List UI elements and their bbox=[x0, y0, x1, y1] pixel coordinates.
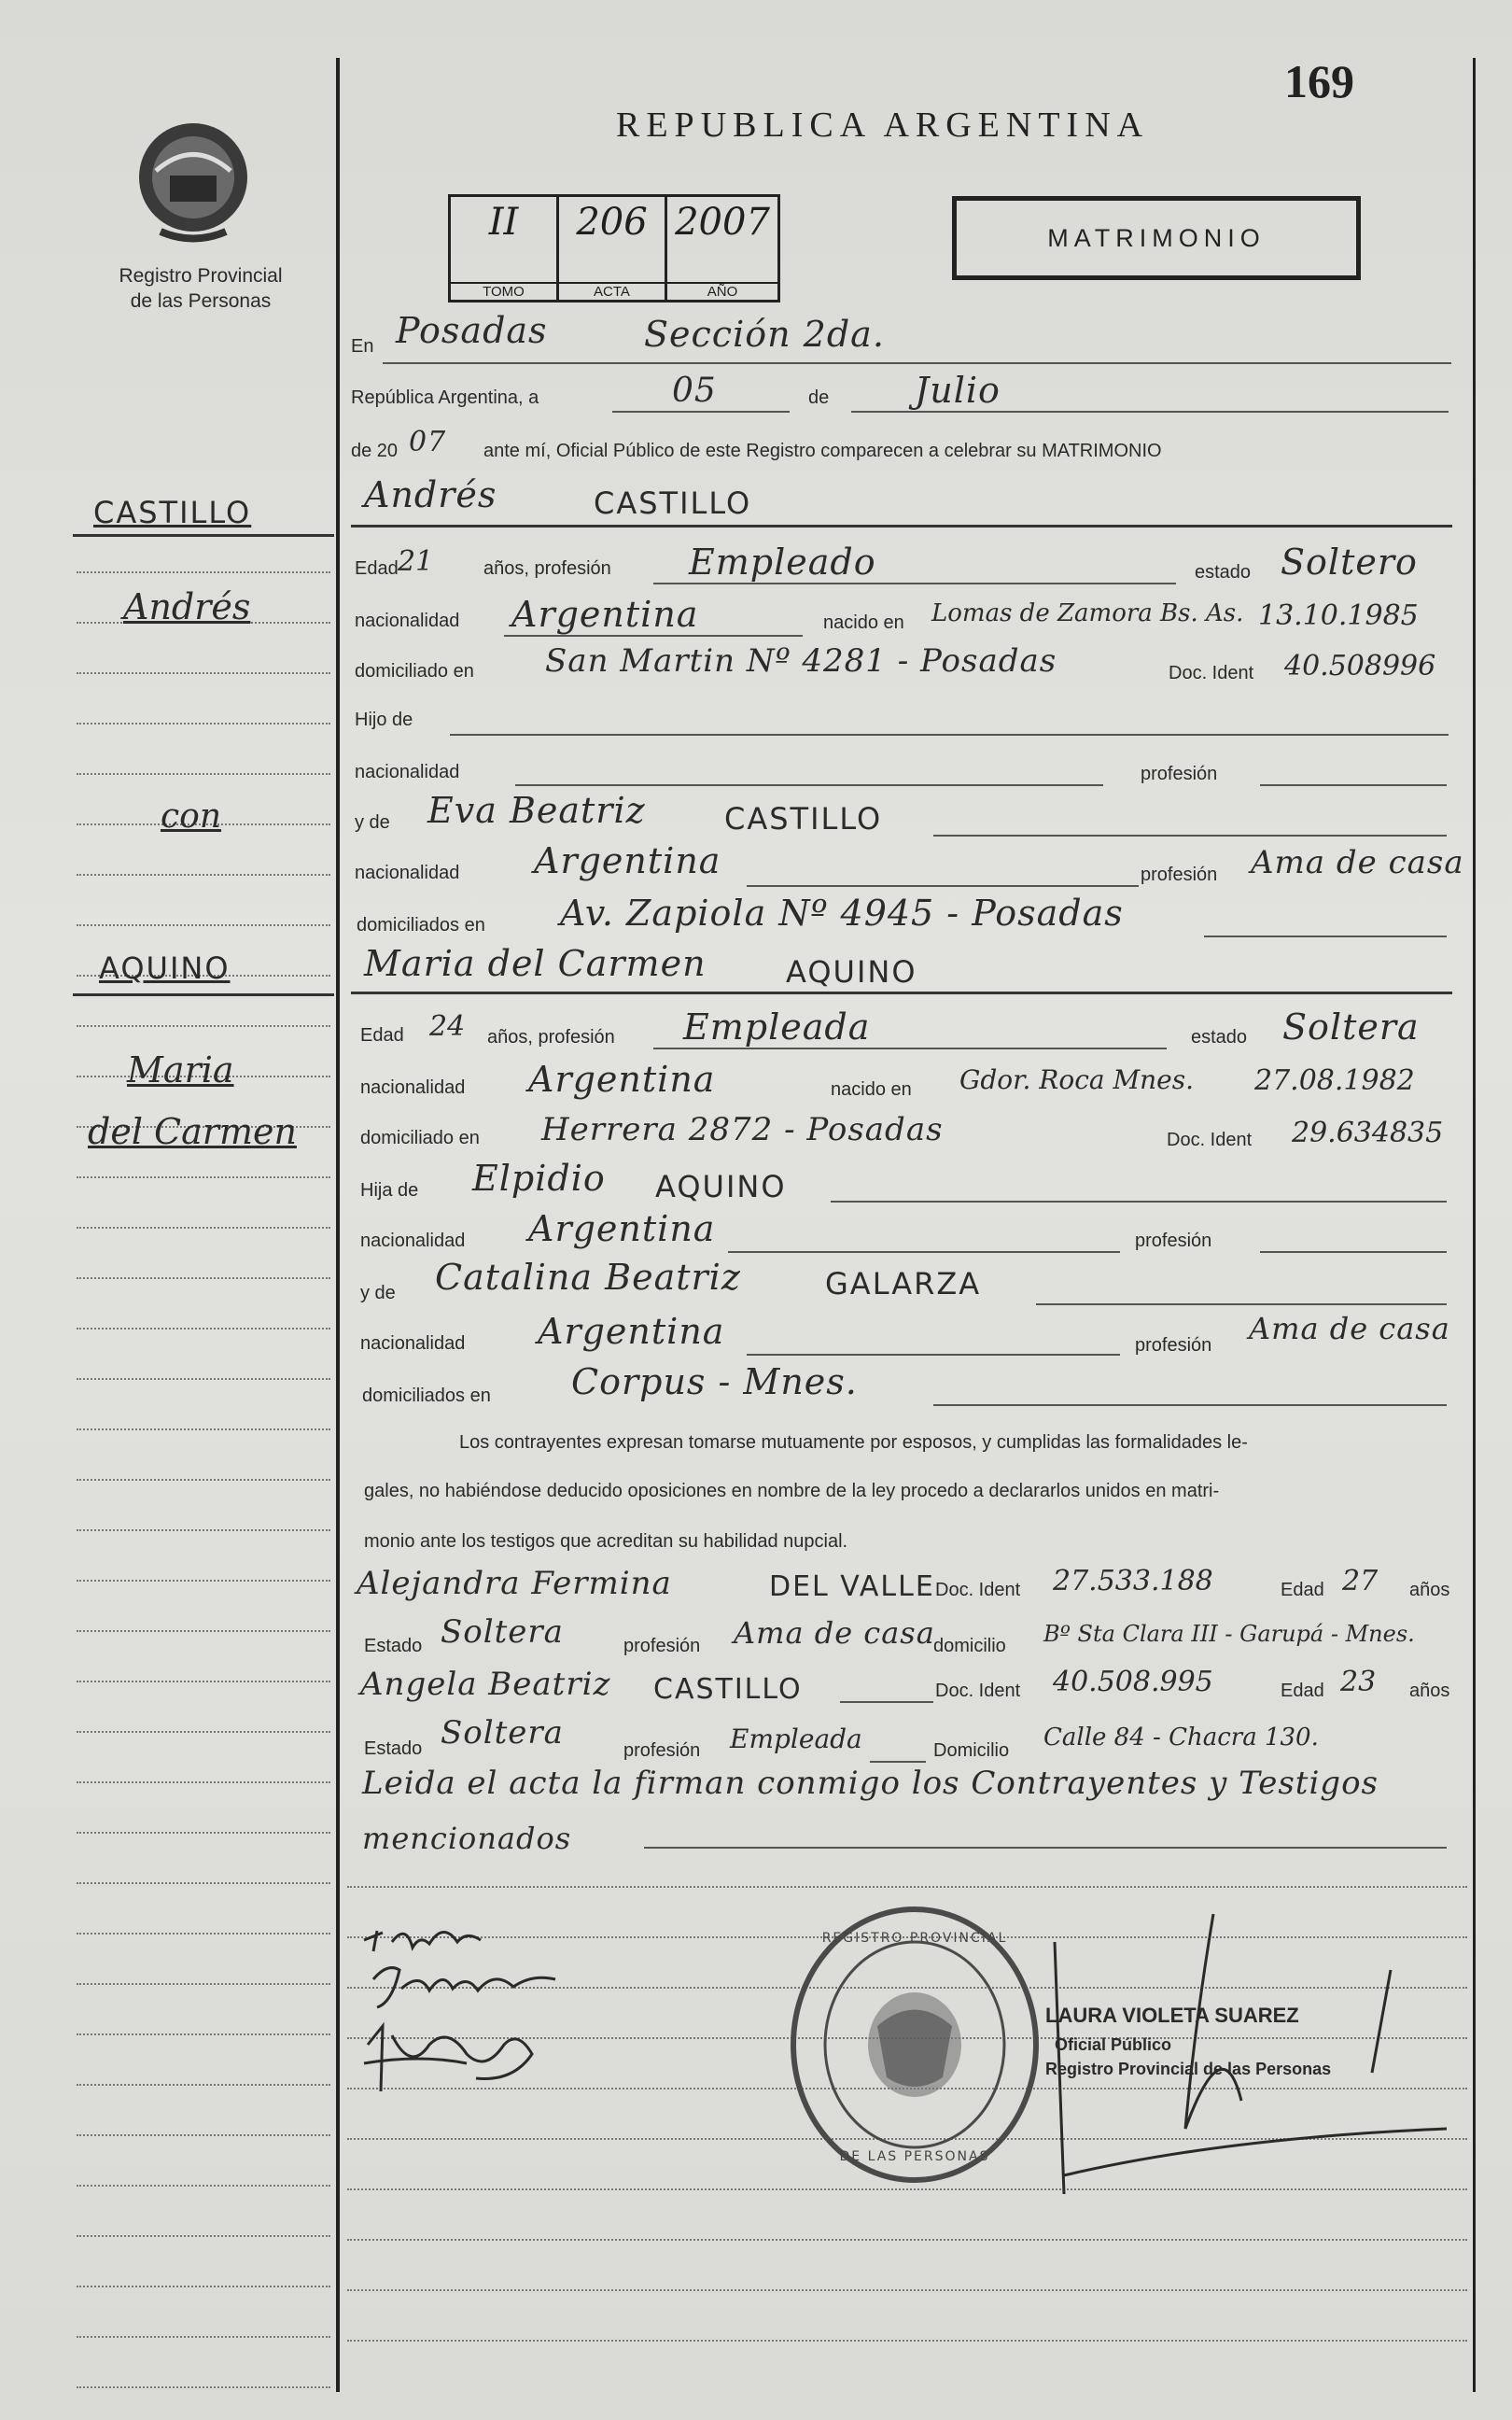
groom-last-name: CASTILLO bbox=[594, 485, 752, 521]
right-border-line bbox=[1473, 58, 1476, 2392]
officer-name: LAURA VIOLETA SUAREZ bbox=[1045, 2004, 1299, 2027]
groom-status: Soltero bbox=[1281, 542, 1418, 583]
margin-ruling bbox=[77, 924, 330, 926]
label-domicilio: domicilio bbox=[933, 1636, 1006, 1656]
margin-ruling bbox=[77, 723, 330, 725]
anio-label: AÑO bbox=[667, 282, 777, 300]
acta-cell bbox=[559, 197, 667, 300]
line bbox=[1204, 936, 1447, 937]
line bbox=[653, 583, 1176, 584]
margin-line bbox=[336, 58, 340, 2392]
record-type-box: MATRIMONIO bbox=[952, 196, 1361, 280]
groom-mother-nationality: Argentina bbox=[534, 840, 721, 881]
bride-father-last: AQUINO bbox=[655, 1169, 787, 1204]
bride-last-name: AQUINO bbox=[786, 954, 917, 990]
margin-ruling bbox=[77, 1428, 330, 1430]
line bbox=[831, 1201, 1447, 1203]
body-ruling bbox=[347, 2340, 1467, 2342]
declaration-line-2: gales, no habiéndose deducido oposiciones en nombre de la ley procedo a declararlos unidos en matri- bbox=[364, 1481, 1220, 1501]
bride-profession: Empleada bbox=[683, 1006, 871, 1048]
margin-ruling bbox=[77, 1328, 330, 1330]
margin-ruling bbox=[77, 571, 330, 573]
bride-age: 24 bbox=[429, 1010, 466, 1043]
page-title: REPUBLICA ARGENTINA bbox=[616, 106, 1150, 145]
label-anos: años bbox=[1409, 1681, 1450, 1701]
line bbox=[728, 1251, 1120, 1253]
label-anos-profesion: años, profesión bbox=[483, 558, 611, 579]
margin-bride-name-2: del Carmen bbox=[88, 1111, 297, 1152]
witness-1-profession: Ama de casa bbox=[734, 1615, 935, 1651]
groom-age: 21 bbox=[398, 545, 434, 578]
acta-value: 206 bbox=[576, 201, 648, 244]
seal-text: REGISTRO PROVINCIAL bbox=[821, 1931, 1008, 1946]
margin-ruling bbox=[77, 1277, 330, 1279]
margin-ruling bbox=[77, 1681, 330, 1682]
label-profesion: profesión bbox=[623, 1636, 701, 1656]
label-edad: Edad bbox=[355, 558, 399, 579]
groom-address: San Martin Nº 4281 - Posadas bbox=[545, 642, 1057, 680]
witness-1-last-name: DEL VALLE bbox=[769, 1570, 935, 1603]
line bbox=[351, 992, 1452, 994]
margin-ruling bbox=[77, 1781, 330, 1783]
margin-ruling bbox=[77, 1630, 330, 1632]
margin-ruling bbox=[77, 2033, 330, 2035]
bride-nationality: Argentina bbox=[528, 1059, 716, 1100]
groom-doc: 40.508996 bbox=[1284, 650, 1436, 682]
tomo-value: II bbox=[488, 201, 519, 244]
closing-line-1: Leida el acta la firman conmigo los Contrayentes y Testigos bbox=[362, 1765, 1379, 1802]
bride-status: Soltera bbox=[1282, 1006, 1420, 1048]
margin-conjunction: con bbox=[161, 797, 222, 836]
tomo-label: TOMO bbox=[451, 282, 556, 300]
label-nacionalidad: nacionalidad bbox=[360, 1077, 466, 1098]
bride-parents-address: Corpus - Mnes. bbox=[571, 1361, 858, 1402]
margin-bride-name-1: Maria bbox=[127, 1049, 234, 1090]
label-anos: años bbox=[1409, 1580, 1450, 1600]
label-y-de: y de bbox=[360, 1283, 396, 1303]
margin-ruling bbox=[77, 2134, 330, 2136]
bride-mother-nationality: Argentina bbox=[538, 1311, 725, 1352]
line bbox=[747, 885, 1139, 887]
bride-mother-first: Catalina Beatriz bbox=[435, 1257, 741, 1298]
month-value: Julio bbox=[915, 370, 1001, 411]
margin-ruling bbox=[77, 2235, 330, 2237]
label-profesion: profesión bbox=[1135, 1335, 1212, 1356]
groom-birthdate: 13.10.1985 bbox=[1258, 599, 1419, 632]
line bbox=[504, 635, 803, 637]
officer-office: Registro Provincial de las Personas bbox=[1045, 2060, 1332, 2078]
declaration-line-3: monio ante los testigos que acreditan su habilidad nupcial. bbox=[364, 1531, 848, 1552]
bride-father-first: Elpidio bbox=[472, 1158, 606, 1199]
margin-ruling bbox=[77, 1933, 330, 1935]
margin-groom-name: Andrés bbox=[123, 586, 251, 627]
line bbox=[840, 1701, 933, 1703]
seal-text-bottom: DE LAS PERSONAS bbox=[839, 2149, 990, 2164]
margin-ruling bbox=[77, 1479, 330, 1481]
anio-cell bbox=[667, 197, 777, 300]
bride-first-name: Maria del Carmen bbox=[364, 943, 707, 984]
label-estado: Estado bbox=[364, 1738, 423, 1759]
margin-groom-surname: CASTILLO bbox=[93, 495, 252, 530]
provincial-crest-logo bbox=[133, 120, 254, 250]
label-nacionalidad: nacionalidad bbox=[355, 863, 460, 883]
tomo-cell bbox=[451, 197, 559, 300]
label-estado: Estado bbox=[364, 1636, 423, 1656]
line bbox=[351, 525, 1452, 528]
groom-nationality: Argentina bbox=[511, 594, 699, 635]
label-nacionalidad: nacionalidad bbox=[355, 611, 460, 631]
margin-ruling bbox=[77, 672, 330, 674]
body-ruling bbox=[347, 2289, 1467, 2291]
label-profesion: profesión bbox=[1135, 1231, 1212, 1251]
label-anos-profesion: años, profesión bbox=[487, 1027, 615, 1048]
label-hijo-de: Hijo de bbox=[355, 710, 413, 730]
line bbox=[933, 835, 1447, 837]
groom-mother-profession: Ama de casa bbox=[1251, 844, 1464, 881]
year-suffix-value: 07 bbox=[409, 426, 447, 458]
witness-2-profession: Empleada bbox=[730, 1724, 862, 1754]
label-doc-ident: Doc. Ident bbox=[1169, 663, 1254, 683]
label-nacido-en: nacido en bbox=[831, 1079, 912, 1100]
witness-1-status: Soltera bbox=[441, 1613, 564, 1651]
margin-ruling bbox=[77, 2185, 330, 2187]
bride-birthplace: Gdor. Roca Mnes. bbox=[959, 1064, 1195, 1095]
label-nacionalidad: nacionalidad bbox=[360, 1333, 466, 1354]
declaration-line-1: Los contrayentes expresan tomarse mutuamente por esposos, y cumplidas las formalidades le- bbox=[459, 1432, 1248, 1453]
label-nacido-en: nacido en bbox=[823, 612, 904, 633]
groom-mother-first: Eva Beatriz bbox=[427, 790, 646, 831]
line bbox=[933, 1404, 1447, 1406]
margin-ruling bbox=[77, 1882, 330, 1884]
label-doc-ident: Doc. Ident bbox=[1167, 1130, 1253, 1150]
margin-ruling bbox=[77, 2084, 330, 2086]
label-domiciliados-en: domiciliados en bbox=[362, 1386, 491, 1406]
section-value: Sección 2da. bbox=[644, 314, 885, 355]
officer-role: Oficial Público bbox=[1055, 2035, 1172, 2054]
label-estado: estado bbox=[1191, 1027, 1248, 1048]
registry-name: Registro Provincial de las Personas bbox=[119, 265, 283, 312]
groom-profession: Empleado bbox=[689, 542, 876, 583]
label-de-20: de 20 bbox=[351, 441, 399, 461]
bride-address: Herrera 2872 - Posadas bbox=[541, 1111, 944, 1148]
line bbox=[515, 784, 1103, 786]
label-de: de bbox=[808, 387, 830, 408]
margin-ruling bbox=[77, 1983, 330, 1985]
bride-doc: 29.634835 bbox=[1292, 1117, 1444, 1149]
line bbox=[612, 411, 790, 413]
line bbox=[383, 362, 1451, 364]
line bbox=[870, 1761, 926, 1763]
label-hija-de: Hija de bbox=[360, 1180, 419, 1201]
witness-2-status: Soltera bbox=[441, 1714, 564, 1752]
groom-parents-address: Av. Zapiola Nº 4945 - Posadas bbox=[560, 893, 1124, 934]
margin-rule bbox=[73, 993, 334, 996]
label-domiciliado-en: domiciliado en bbox=[355, 661, 474, 682]
witness-2-address: Calle 84 - Chacra 130. bbox=[1043, 1724, 1319, 1752]
witness-2-age: 23 bbox=[1340, 1666, 1377, 1698]
bride-mother-last: GALARZA bbox=[825, 1266, 982, 1301]
line bbox=[1260, 1251, 1447, 1253]
label-republica: República Argentina, a bbox=[351, 387, 539, 408]
label-doc-ident: Doc. Ident bbox=[935, 1681, 1021, 1701]
label-en: En bbox=[351, 336, 374, 357]
label-profesion: profesión bbox=[1141, 764, 1218, 784]
margin-bride-surname: AQUINO bbox=[99, 950, 231, 986]
margin-ruling bbox=[77, 1731, 330, 1733]
witness-1-address: Bº Sta Clara III - Garupá - Mnes. bbox=[1043, 1621, 1415, 1647]
margin-ruling bbox=[77, 1529, 330, 1531]
witness-2-doc: 40.508.995 bbox=[1053, 1666, 1213, 1698]
margin-ruling bbox=[77, 1580, 330, 1582]
line bbox=[851, 411, 1449, 413]
place-value: Posadas bbox=[396, 310, 548, 351]
label-estado: estado bbox=[1195, 562, 1252, 583]
acta-label: ACTA bbox=[559, 282, 665, 300]
page-number: 169 bbox=[1284, 55, 1354, 107]
margin-ruling bbox=[77, 1176, 330, 1178]
bride-mother-profession: Ama de casa bbox=[1249, 1311, 1450, 1346]
label-domiciliados-en: domiciliados en bbox=[357, 915, 485, 936]
label-nacionalidad: nacionalidad bbox=[355, 762, 460, 782]
label-edad: Edad bbox=[1281, 1580, 1324, 1600]
witness-1-first-name: Alejandra Fermina bbox=[357, 1565, 672, 1602]
label-y-de: y de bbox=[355, 812, 390, 833]
contrayentes-signatures bbox=[355, 1914, 597, 2119]
label-ante-mi: ante mí, Oficial Público de este Registro comparecen a celebrar su MATRIMONIO bbox=[483, 441, 1162, 461]
margin-ruling bbox=[77, 1025, 330, 1027]
label-edad: Edad bbox=[1281, 1681, 1324, 1701]
bride-father-nationality: Argentina bbox=[528, 1208, 716, 1249]
margin-ruling bbox=[77, 1832, 330, 1834]
anio-value: 2007 bbox=[675, 201, 770, 244]
label-profesion: profesión bbox=[1141, 865, 1218, 885]
witness-2-first-name: Angela Beatriz bbox=[360, 1666, 611, 1703]
groom-first-name: Andrés bbox=[364, 474, 497, 515]
label-edad: Edad bbox=[360, 1025, 404, 1046]
groom-birthplace: Lomas de Zamora Bs. As. bbox=[931, 599, 1244, 627]
closing-line-2: mencionados bbox=[362, 1821, 572, 1856]
line bbox=[747, 1354, 1120, 1356]
witness-1-age: 27 bbox=[1342, 1565, 1379, 1597]
margin-ruling bbox=[77, 2336, 330, 2338]
witness-1-doc: 27.533.188 bbox=[1053, 1565, 1213, 1597]
margin-ruling bbox=[77, 2286, 330, 2287]
line bbox=[653, 1048, 1167, 1049]
groom-mother-last: CASTILLO bbox=[724, 801, 883, 837]
line bbox=[1036, 1303, 1447, 1305]
label-domiciliado-en: domiciliado en bbox=[360, 1128, 480, 1148]
label-doc-ident: Doc. Ident bbox=[935, 1580, 1021, 1600]
witness-2-last-name: CASTILLO bbox=[653, 1673, 803, 1706]
record-number-box bbox=[448, 194, 780, 302]
margin-rule bbox=[73, 534, 334, 537]
label-nacionalidad: nacionalidad bbox=[360, 1231, 466, 1251]
day-value: 05 bbox=[672, 372, 717, 410]
line bbox=[1260, 784, 1447, 786]
margin-ruling bbox=[77, 1378, 330, 1380]
line bbox=[644, 1847, 1447, 1849]
bride-birthdate: 27.08.1982 bbox=[1254, 1064, 1415, 1097]
body-ruling bbox=[347, 2239, 1467, 2241]
margin-ruling bbox=[77, 874, 330, 876]
body-ruling bbox=[347, 1886, 1467, 1888]
label-domicilio: Domicilio bbox=[933, 1740, 1010, 1761]
margin-ruling bbox=[77, 773, 330, 775]
line bbox=[450, 734, 1449, 736]
margin-ruling bbox=[77, 2386, 330, 2388]
registry-seal bbox=[784, 1905, 1055, 2194]
label-profesion: profesión bbox=[623, 1740, 701, 1761]
officer-signature bbox=[1036, 1914, 1465, 2194]
margin-ruling bbox=[77, 1227, 330, 1229]
